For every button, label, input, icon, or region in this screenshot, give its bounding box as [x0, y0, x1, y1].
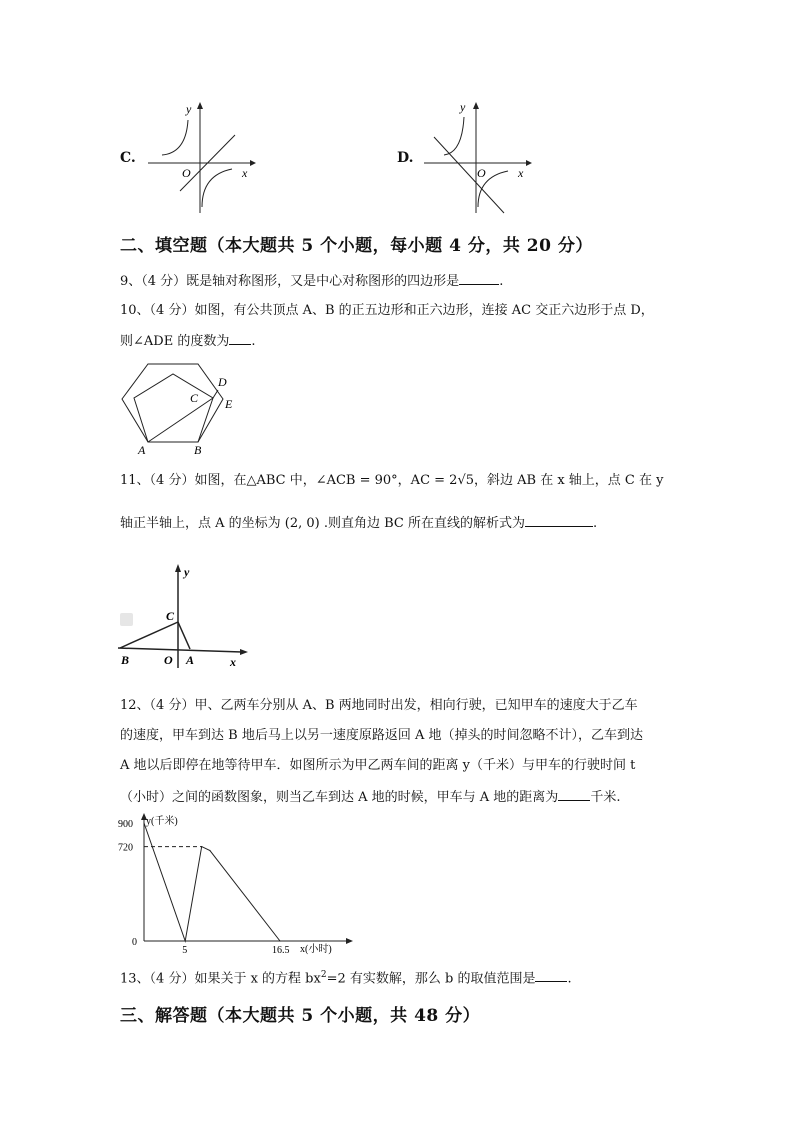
q10-answer-blank[interactable]: [229, 332, 251, 345]
q10-line-1: 10、（4 分）如图，有公共顶点 A、B 的正五边形和正六边形，连接 AC 交正六边形于点 D，: [120, 303, 654, 318]
regular-hexagon: [122, 364, 223, 442]
line-ac: [148, 398, 213, 442]
data-point: [209, 850, 210, 851]
hyperbola-branch-upper: [444, 117, 464, 155]
y-label: y: [186, 102, 192, 116]
section-2-title: 二、填空题（本大题共 5 个小题，每小题 4 分，共 20 分）: [120, 236, 593, 256]
question-13: [120, 966, 572, 988]
label-e: E: [225, 397, 233, 411]
y-label: y: [460, 100, 466, 114]
line: [434, 137, 504, 213]
hyperbola-branch-lower: [202, 169, 232, 207]
y-tick-720: 720: [118, 842, 133, 854]
q13-exponent: 2: [320, 970, 327, 980]
data-point: [279, 940, 280, 941]
label-x: x: [230, 655, 236, 669]
q9-suffix: .: [499, 274, 504, 289]
y-tick-900: 900: [118, 819, 133, 830]
q11-suffix: .: [593, 516, 598, 531]
hyperbola-branch-upper: [162, 120, 188, 155]
q12-chart: [110, 812, 370, 957]
label-b: B: [121, 653, 130, 667]
line-cd: [213, 390, 218, 398]
label-b: B: [194, 443, 202, 457]
segment-ca: [178, 622, 190, 649]
y-axis-label: y(千米): [146, 816, 178, 827]
segment-bc: [120, 622, 178, 648]
origin-label: O: [182, 166, 191, 180]
q13-answer-blank[interactable]: [535, 969, 567, 982]
x-label: x: [242, 166, 248, 180]
x-axis-arrow: [346, 938, 353, 944]
x-axis-arrow: [526, 160, 532, 166]
label-o: O: [164, 653, 173, 667]
question-9: [120, 272, 503, 291]
x-label: x: [518, 166, 524, 180]
question-10-line-2: [120, 332, 255, 351]
label-c: C: [190, 391, 199, 405]
section-3-title: 三、解答题（本大题共 5 个小题，共 48 分）: [120, 1006, 481, 1026]
origin-label: O: [477, 166, 486, 180]
q10-line-2-text: 则∠ADE 的度数为: [120, 334, 230, 349]
x-axis-arrow: [250, 160, 256, 166]
q13-text: 13、（4 分）如果关于 x 的方程 bx: [120, 971, 321, 987]
option-c-label: C.: [120, 150, 136, 166]
q12-answer-blank[interactable]: [558, 788, 590, 801]
option-d-label: D.: [397, 150, 414, 166]
label-a: A: [186, 653, 195, 667]
q12-line-4-text: （小时）之间的函数图象，则当乙车到达 A 地的时候，甲车与 A 地的距离为: [120, 790, 559, 805]
data-point: [201, 846, 202, 847]
q11-line-1: 11、（4 分）如图，在△ABC 中，∠ACB = 90°，AC = 2√5，斜边 AB 在 x 轴上，点 C 在 y: [120, 473, 664, 488]
q12-line-3: A 地以后即停在地等待甲车．如图所示为甲乙两车间的距离 y（千米）与甲车的行驶时间 t: [120, 758, 636, 773]
q12-line-2: 的速度，甲车到达 B 地后马上以另一速度原路返回 A 地（掉头的时间忽略不计），乙车到达: [120, 728, 643, 743]
q11-answer-blank[interactable]: [525, 514, 593, 527]
label-c: C: [166, 609, 175, 623]
regular-pentagon: [134, 374, 213, 442]
q13-suffix: .: [567, 971, 572, 987]
q11-figure: [112, 560, 252, 670]
q12-suffix: 千米.: [590, 790, 621, 805]
y-axis-arrow: [175, 564, 181, 572]
y-axis-arrow: [197, 102, 203, 109]
origin-label: 0: [132, 937, 137, 948]
question-12-line-4: [120, 788, 620, 807]
label-y: y: [184, 565, 190, 579]
q9-answer-blank[interactable]: [459, 272, 499, 285]
option-d-graph: [416, 95, 536, 220]
q10-figure: [112, 356, 252, 458]
question-11-line-2: [120, 514, 597, 533]
q13-text-mid: =2 有实数解，那么 b 的取值范围是: [326, 971, 536, 987]
label-d: D: [218, 375, 227, 389]
x-axis-label: x(小时): [300, 944, 332, 955]
option-c-graph: [140, 95, 260, 220]
x-axis-arrow: [240, 649, 248, 655]
x-axis: [118, 648, 242, 652]
x-tick-16-5: 16.5: [272, 945, 290, 956]
q10-suffix: .: [251, 334, 256, 349]
series-line-distance: [144, 823, 280, 941]
y-axis-arrow: [473, 102, 479, 109]
data-point: [143, 822, 144, 823]
q12-line-1: 12、（4 分）甲、乙两车分别从 A、B 两地同时出发，相向行驶，已知甲车的速度大于乙车: [120, 698, 638, 713]
q9-text: 9、（4 分）既是轴对称图形，又是中心对称图形的四边形是: [120, 274, 460, 289]
x-tick-5: 5: [182, 945, 188, 956]
label-a: A: [138, 443, 146, 457]
q11-line-2-text: 轴正半轴上，点 A 的坐标为 (2, 0) .则直角边 BC 所在直线的解析式为: [120, 516, 526, 531]
data-point: [185, 940, 186, 941]
